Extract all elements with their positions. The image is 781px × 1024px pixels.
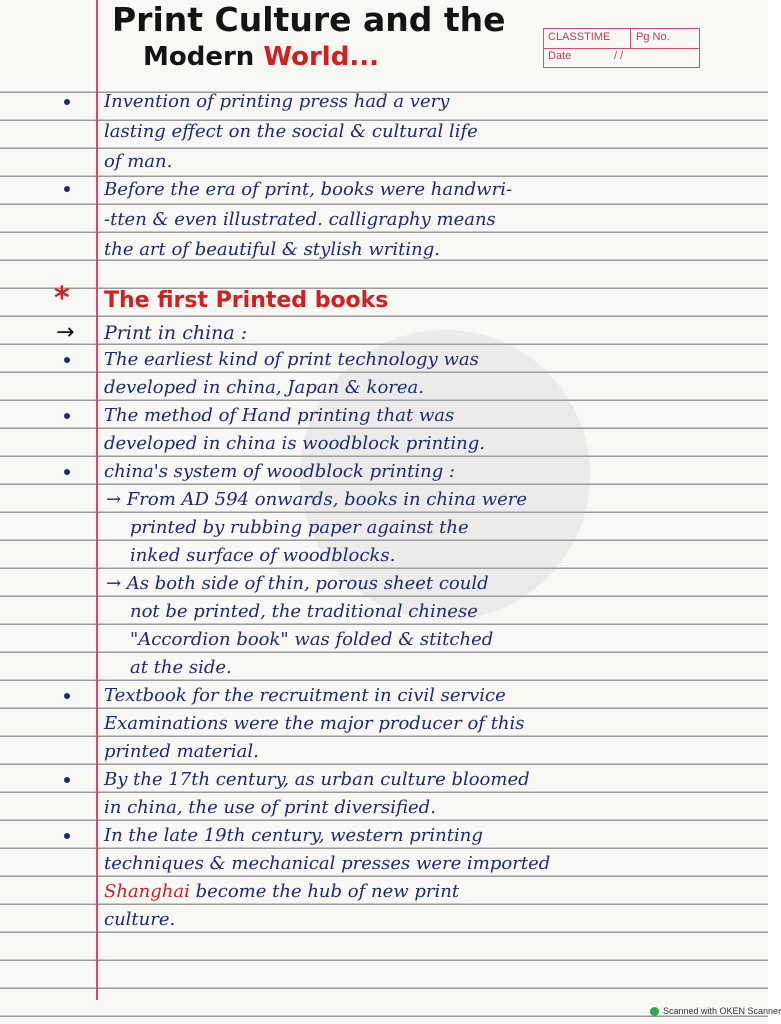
scanner-logo-icon [650,1007,659,1016]
intro-line-6: the art of beautiful & stylish writing. [104,239,440,260]
section-heading: The first Printed books [104,288,389,313]
title-word-world: World... [263,42,379,72]
body-line-20 [104,878,459,906]
body-line-11: "Accordion book" was folded & stitched [130,629,494,650]
intro-line-3: of man. [104,151,173,172]
bullet-dot [64,777,70,783]
body-line-21: culture. [104,909,176,930]
body-line-7: printed by rubbing paper against the [130,517,469,538]
body-line-3: The method of Hand printing that was [104,405,455,426]
title-word-modern: Modern [143,42,255,72]
stamp-date: Date [548,50,572,62]
body-line-16: By the 17th century, as urban culture bloomed [104,769,530,790]
page-title-line-2 [143,42,379,72]
stamp-row-bottom [544,48,699,67]
stamp-classtime: CLASSTIME [548,31,611,43]
bullet-dot [64,693,70,699]
classtime-stamp [543,28,700,68]
highlight-shanghai: Shanghai [104,881,190,902]
body-line-8: inked surface of woodblocks. [130,545,396,566]
intro-line-2: lasting effect on the social & cultural life [104,121,478,142]
stamp-page-number: Pg No. [636,31,670,43]
body-line-12: at the side. [130,657,232,678]
bullet-dot [64,357,70,363]
arrow-icon: → [56,320,75,345]
body-line-5: china's system of woodblock printing : [104,461,455,482]
bullet-dot [64,186,70,192]
body-line-13: Textbook for the recruitment in civil service [104,685,506,706]
body-line-17: in china, the use of print diversified. [104,797,436,818]
subheading: Print in china : [104,322,248,344]
bullet-dot [64,99,70,105]
body-line-9: → As both side of thin, porous sheet could [106,573,489,594]
bullet-dot [64,413,70,419]
body-line-10: not be printed, the traditional chinese [130,601,478,622]
bullet-dot [64,469,70,475]
scanner-watermark [650,1006,781,1016]
body-line-18: In the late 19th century, western printing [104,825,483,846]
body-line-20-text: become the hub of new print [195,881,460,902]
intro-line-1: Invention of printing press had a very [104,91,450,112]
intro-line-4: Before the era of print, books were handwri- [104,179,513,200]
stamp-date-slashes: / / [614,50,624,62]
bullet-dot [64,833,70,839]
body-line-4: developed in china is woodblock printing. [104,433,486,454]
intro-line-5: -tten & even illustrated. calligraphy means [104,209,496,230]
body-line-2: developed in china, Japan & korea. [104,377,424,398]
body-line-15: printed material. [104,741,259,762]
page-title-line-1: Print Culture and the [112,0,506,39]
body-line-1: The earliest kind of print technology was [104,349,479,370]
body-line-6: → From AD 594 onwards, books in china were [106,489,528,510]
body-line-14: Examinations were the major producer of this [104,713,525,734]
body-line-19: techniques & mechanical presses were imported [104,853,551,874]
star-marker: * [54,281,70,316]
scanner-text: Scanned with OKEN Scanner [663,1006,781,1016]
margin-rule [96,0,98,1000]
stamp-divider [630,29,631,48]
stamp-row-top [544,29,699,49]
